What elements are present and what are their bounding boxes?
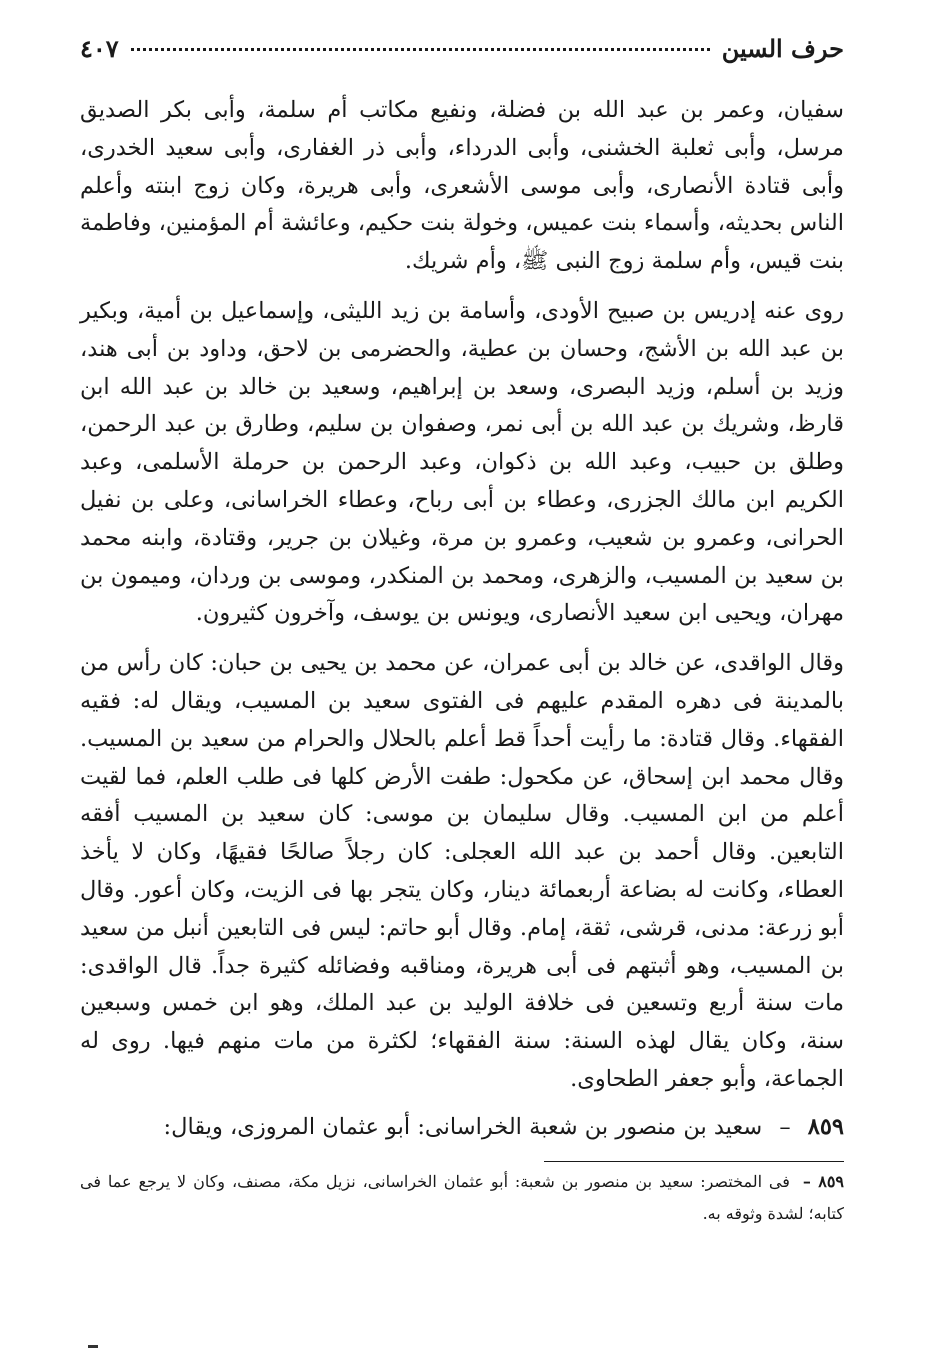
entry-text: سعيد بن منصور بن شعبة الخراسانى: أبو عثمان المروزى، ويقال: xyxy=(163,1113,763,1140)
running-head xyxy=(80,34,844,78)
entry-number: ٨٥٩ xyxy=(807,1113,844,1140)
footnote-text: فى المختصر: سعيد بن منصور بن شعبة: أبو عثمان الخراسانى، نزيل مكة، مصنف، وكان لا يرجع عما فى كتابه؛ لشدة وثوقه به. xyxy=(80,1171,844,1223)
page-number: ٤٠٧ xyxy=(80,34,119,63)
paragraph-narrators: روى عنه إدريس بن صبيح الأودى، وأسامة بن زيد الليثى، وإسماعيل بن أمية، وبكير بن عبد الله بن الأشج، وحسان بن عطية، والحضرمى بن لاحق، وداود بن أبى هند، وزيد بن أسلم، وزيد البصرى، وسعد بن إبراهيم، وسعيد بن خالد بن عبد الله ابن قارظ، وشريك بن عبد الله بن أبى نمر، وصفوان بن سليم، وطارق بن عبد الرحمن، وطلق بن حبيب، وعبد الله بن ذكوان، وعبد الرحمن بن حرملة الأسلمى، وعبد الكريم ابن مالك الجزرى، وعطاء بن أبى رباح، وعطاء الخراسانى، وعلى بن نفيل الحرانى، وعمرو بن شعيب، وعمرو بن مرة، وغيلان بن جرير، وقتادة، وابنه محمد بن سعيد بن المسيب، والزهرى، ومحمد بن المنكدر، وموسى بن وردان، وميمون بن مهران، ويحيى ابن سعيد الأنصارى، ويونس بن يوسف، وآخرون كثيرون. xyxy=(80,297,844,627)
entry-heading xyxy=(80,1109,844,1147)
footnote xyxy=(80,1166,844,1230)
paragraph-teachers: سفيان، وعمر بن عبد الله بن فضلة، ونفيع مكاتب أم سلمة، وأبى بكر الصديق مرسل، وأبى ثعلبة الخشنى، وأبى الدرداء، وأبى ذر الغفارى، وأبى سعيد الخدرى، وأبى قتادة الأنصارى، وأبى موسى الأشعرى، وأبى هريرة، وكان زوج ابنته وأعلم الناس بحديثه، وأسماء بنت عميس، وخولة بنت حكيم، وعائشة أم المؤمنين، وفاطمة بنت قيس، وأم سلمة زوج النبى ﷺ، وأم شريك. xyxy=(80,97,844,275)
document-page xyxy=(80,34,844,1230)
page-edge-mark xyxy=(88,1345,98,1348)
leader-dots xyxy=(131,48,710,51)
footnote-number: ٨٥٩ – xyxy=(802,1171,844,1191)
footnote-separator xyxy=(544,1161,844,1162)
section-title: حرف السين xyxy=(721,34,844,63)
entry-dash: – xyxy=(779,1113,791,1140)
paragraph-biography: وقال الواقدى، عن خالد بن أبى عمران، عن محمد بن يحيى بن حبان: كان رأس من بالمدينة فى دهره المقدم عليهم فى الفتوى سعيد بن المسيب، ويقال له: فقيه الفقهاء. وقال قتادة: ما رأيت أحداً قط أعلم بالحلال والحرام من سعيد بن المسيب. وقال محمد ابن إسحاق، عن مكحول: طفت الأرض كلها فى طلب العلم، فما لقيت أعلم من ابن المسيب. وقال سليمان بن موسى: كان سعيد بن المسيب أفقه التابعين. وقال أحمد بن عبد الله العجلى: كان رجلاً صالحًا فقيهًا، وكان لا يأخذ العطاء، وكانت له بضاعة أربعمائة دينار، وكان يتجر بها فى الزيت، وكان أعور. وقال أبو زرعة: مدنى، قرشى، ثقة، إمام. وقال أبو حاتم: ليس فى التابعين أنبل من سعيد بن المسيب، وهو أثبتهم فى أبى هريرة، ومناقبه وفضائله كثيرة جداً. قال الواقدى: مات سنة أربع وتسعين فى خلافة الوليد بن عبد الملك، وهو ابن خمس وسبعين سنة، وكان يقال لهذه السنة: سنة الفقهاء؛ لكثرة من مات منهم فيها. روى له الجماعة، وأبو جعفر الطحاوى. xyxy=(80,650,844,1092)
